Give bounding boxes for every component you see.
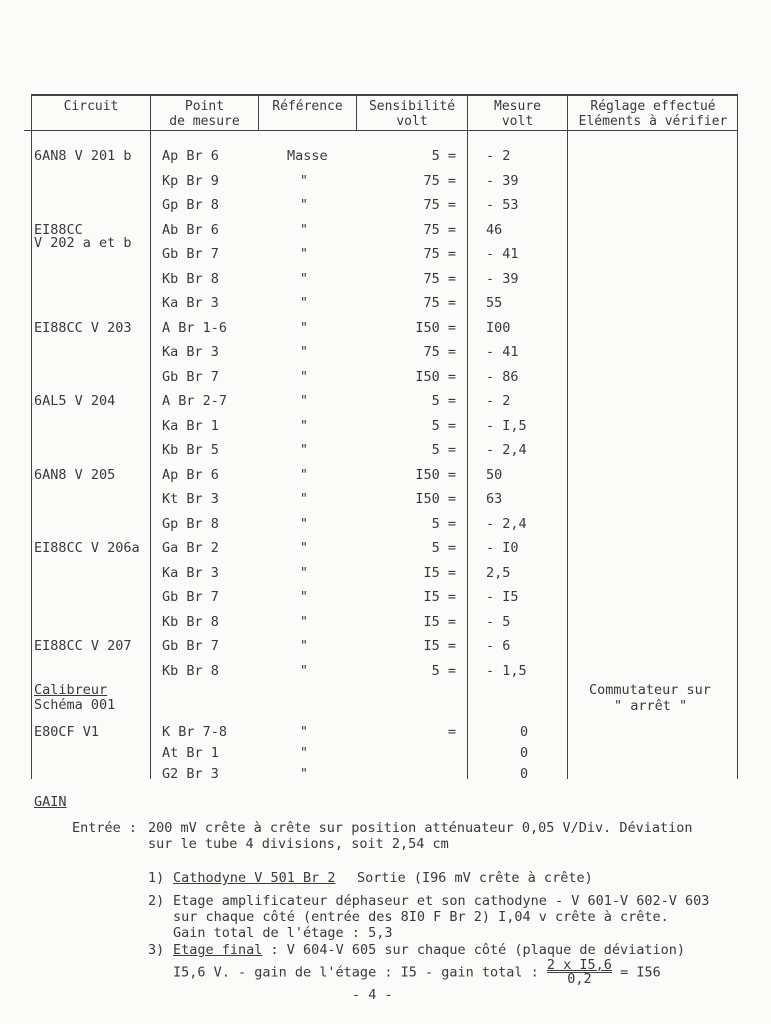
calibreur-reglage-1: Commutateur sur	[589, 682, 711, 698]
point-cell: Kp Br 9	[162, 173, 219, 189]
reference-cell: "	[299, 516, 309, 532]
reference-cell: "	[299, 491, 309, 507]
point-cell: Ap Br 6	[162, 467, 219, 483]
col-divider-4	[467, 94, 468, 779]
table-right-border	[737, 94, 738, 779]
sensibilite-cell: 5 =	[431, 516, 456, 532]
item3-line-1	[173, 942, 685, 958]
entree-label: Entrée :	[72, 820, 138, 836]
reference-cell: "	[299, 197, 309, 213]
sensibilite-cell: I5 =	[423, 638, 456, 654]
circuit-cell-line2: V 202 a et b	[34, 235, 132, 251]
sensibilite-cell: 5 =	[431, 540, 456, 556]
point-cell: A Br 1-6	[162, 320, 228, 336]
sensibilite-cell: 75 =	[423, 295, 456, 311]
circuit-cell: E80CF V1	[34, 724, 100, 740]
reference-cell: Masse	[287, 148, 328, 164]
reference-cell: "	[299, 320, 309, 336]
sensibilite-cell: I5 =	[423, 589, 456, 605]
mesure-cell: 2,5	[486, 565, 511, 581]
mesure-cell: - 41	[486, 246, 519, 262]
mesure-cell: 0	[520, 745, 529, 761]
mesure-cell: - 5	[486, 614, 511, 630]
mesure-cell: 50	[486, 467, 503, 483]
reference-cell: "	[299, 246, 309, 262]
item3-title: Etage final	[173, 942, 263, 958]
sensibilite-cell: =	[447, 724, 456, 740]
circuit-cell: EI88CC V 207	[34, 638, 132, 654]
reference-cell: "	[299, 589, 309, 605]
mesure-cell: - 2	[486, 148, 511, 164]
item3-line-1-rest: : V 604-V 605 sur chaque côté (plaque de déviation)	[270, 942, 686, 958]
mesure-cell: 63	[486, 491, 503, 507]
header-reglage: Réglage effectué Eléments à vérifier	[578, 99, 728, 129]
reference-cell: "	[299, 295, 309, 311]
page-number: - 4 -	[352, 987, 393, 1003]
item3-number: 3)	[148, 942, 165, 958]
item2-line-3: Gain total de l'étage : 5,3	[173, 925, 393, 941]
header-circuit: Circuit	[63, 99, 119, 114]
point-cell: Gb Br 7	[162, 589, 219, 605]
point-cell: Gp Br 8	[162, 197, 219, 213]
entree-line-2: sur le tube 4 divisions, soit 2,54 cm	[148, 836, 449, 852]
sensibilite-cell: I5 =	[423, 614, 456, 630]
reference-cell: "	[299, 393, 309, 409]
reference-cell: "	[299, 271, 309, 287]
point-cell: At Br 1	[162, 745, 219, 761]
mesure-cell: - 1,5	[486, 663, 527, 679]
point-cell: Ka Br 3	[162, 565, 219, 581]
mesure-cell: - 2,4	[486, 516, 527, 532]
calibreur-reglage-2: " arrêt "	[614, 698, 688, 714]
gain-fraction	[547, 959, 612, 986]
gain-title: GAIN	[34, 794, 67, 810]
point-cell: Kb Br 8	[162, 614, 219, 630]
reference-cell: "	[299, 724, 309, 740]
sensibilite-cell: 5 =	[431, 148, 456, 164]
sensibilite-cell: 75 =	[423, 173, 456, 189]
sensibilite-cell: 5 =	[431, 442, 456, 458]
mesure-cell: - 2,4	[486, 442, 527, 458]
table-top-border	[31, 94, 738, 96]
point-cell: Ka Br 3	[162, 295, 219, 311]
mesure-cell: - 41	[486, 344, 519, 360]
mesure-cell: - I0	[486, 540, 519, 556]
point-cell: Kt Br 3	[162, 491, 219, 507]
reference-cell: "	[299, 442, 309, 458]
item2-line-2: sur chaque côté (entrée des 8I0 F Br 2) I,04 v crête à crête.	[173, 909, 669, 925]
reference-cell: "	[299, 418, 309, 434]
sensibilite-cell: 75 =	[423, 344, 456, 360]
sensibilite-cell: I50 =	[415, 320, 456, 336]
table-header-divider	[24, 130, 738, 131]
item3-line-2	[173, 959, 661, 986]
reference-cell: "	[299, 344, 309, 360]
sensibilite-cell: 5 =	[431, 418, 456, 434]
mesure-cell: I00	[486, 320, 511, 336]
point-cell: Gb Br 7	[162, 638, 219, 654]
header-reference: Référence	[272, 99, 343, 114]
reference-cell: "	[299, 467, 309, 483]
mesure-cell: - 6	[486, 638, 511, 654]
entree-line-1: 200 mV crête à crête sur position atténuateur 0,05 V/Div. Déviation	[148, 820, 693, 836]
circuit-cell: 6AN8 V 205	[34, 467, 116, 483]
sensibilite-cell: 75 =	[423, 197, 456, 213]
point-cell: A Br 2-7	[162, 393, 228, 409]
mesure-cell: 55	[486, 295, 503, 311]
calibreur-title: Calibreur	[34, 682, 108, 698]
item2-line-1: Etage amplificateur déphaseur et son cathodyne - V 601-V 602-V 603	[173, 893, 710, 909]
point-cell: Gp Br 8	[162, 516, 219, 532]
table-left-border	[31, 94, 32, 779]
gain-result: = I56	[620, 964, 661, 981]
point-cell: Ap Br 6	[162, 148, 219, 164]
reference-cell: "	[299, 565, 309, 581]
circuit-cell: EI88CC	[34, 222, 83, 238]
circuit-cell: 6AL5 V 204	[34, 393, 116, 409]
point-cell: Ab Br 6	[162, 222, 219, 238]
circuit-cell: EI88CC V 206a	[34, 540, 140, 556]
mesure-cell: 46	[486, 222, 503, 238]
mesure-cell: - 53	[486, 197, 519, 213]
mesure-cell: - 86	[486, 369, 519, 385]
mesure-cell: - I,5	[486, 418, 527, 434]
point-cell: G2 Br 3	[162, 766, 219, 782]
sensibilite-cell: I50 =	[415, 369, 456, 385]
header-mesure: Mesure volt	[494, 99, 541, 129]
sensibilite-cell: 75 =	[423, 222, 456, 238]
point-cell: Ka Br 1	[162, 418, 219, 434]
sensibilite-cell: 5 =	[431, 393, 456, 409]
mesure-cell: 0	[520, 766, 529, 782]
point-cell: K Br 7-8	[162, 724, 228, 740]
sensibilite-cell: I5 =	[423, 565, 456, 581]
fraction-denominator: 0,2	[567, 971, 592, 987]
sensibilite-cell: I50 =	[415, 467, 456, 483]
reference-cell: "	[299, 173, 309, 189]
item1-number: 1)	[148, 870, 165, 886]
point-cell: Gb Br 7	[162, 369, 219, 385]
mesure-cell: - I5	[486, 589, 519, 605]
mesure-cell: 0	[520, 724, 529, 740]
reference-cell: "	[299, 766, 309, 782]
col-divider-5	[567, 94, 568, 779]
mesure-cell: - 39	[486, 173, 519, 189]
mesure-cell: - 39	[486, 271, 519, 287]
sensibilite-cell: 75 =	[423, 271, 456, 287]
reference-cell: "	[299, 745, 309, 761]
circuit-cell: EI88CC V 203	[34, 320, 132, 336]
reference-cell: "	[299, 540, 309, 556]
item1-text: Sortie (I96 mV crête à crête)	[357, 870, 593, 886]
col-divider-1	[150, 94, 151, 779]
sensibilite-cell: 5 =	[431, 663, 456, 679]
point-cell: Ka Br 3	[162, 344, 219, 360]
circuit-cell: 6AN8 V 201 b	[34, 148, 132, 164]
mesure-cell: - 2	[486, 393, 511, 409]
fraction-numerator: 2 x I5,6	[546, 957, 612, 973]
point-cell: Ga Br 2	[162, 540, 219, 556]
reference-cell: "	[299, 222, 309, 238]
calibreur-schema: Schéma 001	[34, 697, 116, 713]
point-cell: Kb Br 8	[162, 663, 219, 679]
header-sensibilite: Sensibilité volt	[368, 99, 456, 129]
item3-line-2-text: I5,6 V. - gain de l'étage : I5 - gain total :	[173, 964, 539, 981]
item1-title: Cathodyne V 501 Br 2	[173, 870, 336, 886]
item2-number: 2)	[148, 893, 165, 909]
sensibilite-cell: I50 =	[415, 491, 456, 507]
reference-cell: "	[299, 369, 309, 385]
reference-cell: "	[299, 663, 309, 679]
header-point: Point de mesure	[169, 99, 240, 129]
point-cell: Kb Br 5	[162, 442, 219, 458]
point-cell: Gb Br 7	[162, 246, 219, 262]
point-cell: Kb Br 8	[162, 271, 219, 287]
reference-cell: "	[299, 614, 309, 630]
sensibilite-cell: 75 =	[423, 246, 456, 262]
reference-cell: "	[299, 638, 309, 654]
